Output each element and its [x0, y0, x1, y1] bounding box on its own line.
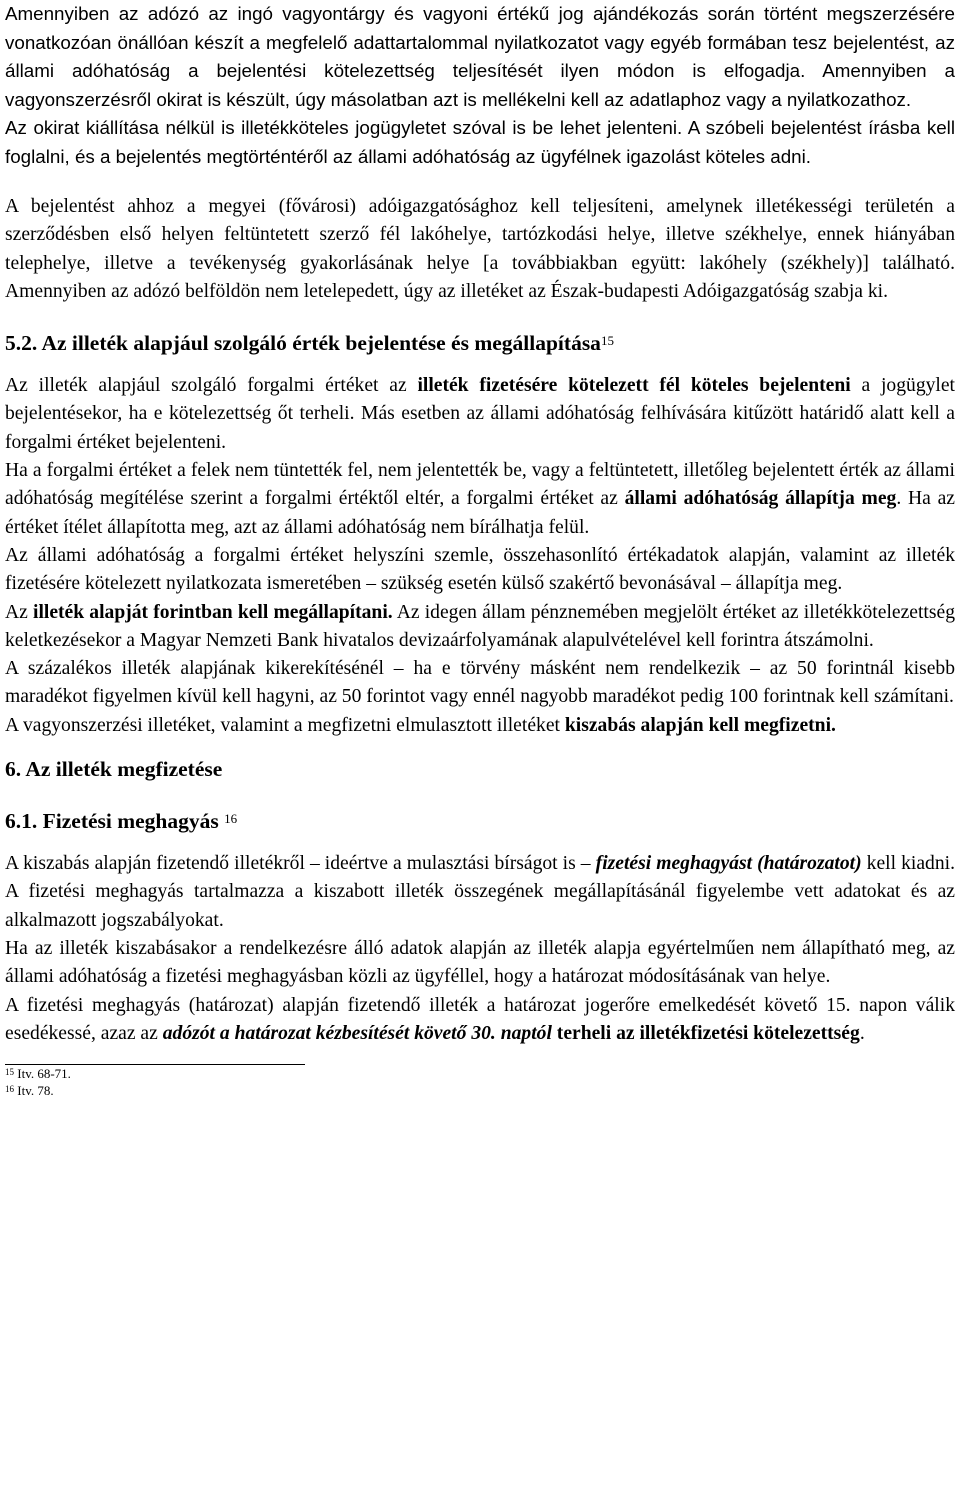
s61-bold-3: terheli az illetékfizetési kötelezettség — [556, 1022, 860, 1044]
section-5-2-heading-text: 5.2. Az illeték alapjául szolgáló érték bejelentése és megállapítása — [5, 331, 601, 356]
s52-paragraph-6: A vagyonszerzési illetéket, valamint a megfizetni elmulasztott illetéket kiszabás alapján kell megfizetni. — [5, 714, 836, 736]
s52-bold-1: illeték fizetésére kötelezett fél köteles bejelenteni — [417, 375, 851, 397]
s52-bold-6: kiszabás alapján kell megfizetni. — [564, 714, 836, 736]
intro-paragraph-1: Amennyiben az adózó az ingó vagyontárgy és vagyoni értékű jog ajándékozás során történt megszerzésére vonatkozóan önállóan készít a megfelelő adattartalommal nyilatkozatot vagy egyéb formában tesz bejelentést, az állami adóhatóság a bejelentési kötelezettség teljesítését ilyen módon is elfogadja. Amennyiben a vagyonszerzésről okirat is készült, úgy másolatban azt is mellékelni kell az adatlaphoz vagy a nyilatkozathoz. — [5, 3, 955, 110]
competence-paragraph: A bejelentést ahhoz a megyei (fővárosi) adóigazgatósághoz kell teljesíteni, amelynek illetékességi területén a szerződésben első helyen feltüntetett szerző fél lakóhelye, tartózkodási helye, illetve székhelye, ennek hiányában telephelye, illetve a tevékenység gyakorlásának helye [a továbbiakban együtt: lakóhely (székhely)] található. Amennyiben az adózó belföldön nem letelepedett, úgy az illetéket az Észak-budapesti Adóigazgatóság szabja ki. — [5, 196, 955, 302]
intro-paragraph-2: Az okirat kiállítása nélkül is illetékköteles jogügyletet szóval is be lehet jelenteni. A szóbeli bejelentést írásba kell foglalni, és a bejelentés megtörténtéről az állami adóhatóság az ügyfélnek igazolást köteles adni. — [5, 117, 955, 167]
footnote-ref-15[interactable]: 15 — [600, 333, 614, 349]
document-page — [5, 0, 955, 1099]
s52-paragraph-2: Ha a forgalmi értéket a felek nem tüntették fel, nem jelentették be, vagy a feltüntetett, illetőleg bejelentett érték az állami adóhatóság megítélése szerint a forgalmi értéktől eltér, a forgalmi értéket az állami adóhatóság állapítja meg. Ha az értéket ítélet állapította meg, azt az állami adóhatóság nem bírálhatja felül. — [5, 460, 956, 538]
s52-paragraph-4: Az illeték alapját forintban kell megállapítani. Az idegen állam pénznemében megjelölt értéket az illetékkötelezettség keletkezésekor a Magyar Nemzeti Bank hivatalos devizaárfolyamának alapulvételével kell forintra átszámolni. — [5, 601, 955, 651]
footnote-ref-16[interactable]: 16 — [224, 811, 238, 827]
footnote-15: $^{15}$ Itv. 68-71. — [5, 1066, 71, 1082]
s61-paragraph-1: A kiszabás alapján fizetendő illetékről – ideértve a mulasztási bírságot is – fizetési meghagyást (határozatot) kell kiadni. A fizetési meghagyás tartalmazza a kiszabott illeték összegének megállapításánál figyelembe vett adatokat és az alkalmazott jogszabályokat. — [5, 853, 955, 931]
s52-bold-2: állami adóhatóság állapítja meg — [624, 488, 897, 510]
footnote-16: $^{16}$ Itv. 78. — [5, 1083, 54, 1099]
s61-paragraph-2: Ha az illeték kiszabásakor a rendelkezésre álló adatok alapján az illeték alapja egyértelműen nem állapítható meg, az állami adóhatóság a fizetési meghagyásban közli az ügyféllel, hogy a határozat módosításának van helye. — [5, 937, 955, 988]
s61-bold-italic-3: adózót a határozat kézbesítését követő 30. naptól — [162, 1022, 552, 1044]
section-6-1-heading — [5, 806, 955, 836]
section-6-1-heading-text: 6.1. Fizetési meghagyás — [5, 809, 219, 834]
s61-paragraph-3: A fizetési meghagyás (határozat) alapján fizetendő illeték a határozat jogerőre emelkedését követő 15. napon válik esedékessé, azaz az adózót a határozat kézbesítését követő 30. naptól terheli az illetékfizetési kötelezettség. — [5, 994, 955, 1044]
s52-bold-4: illeték alapját forintban kell megállapítani. — [33, 601, 393, 623]
s52-paragraph-5: A százalékos illeték alapjának kikerekítésénél – ha e törvény másként nem rendelkezik – az 50 forintnál kisebb maradékot figyelmen kívül kell hagyni, az 50 forintot vagy ennél nagyobb maradékot pedig 100 forintnak kell számítani. — [5, 658, 955, 708]
s61-bold-italic-1: fizetési meghagyást (határozatot) — [595, 853, 862, 875]
s52-paragraph-1: Az illeték alapjául szolgáló forgalmi értéket az illeték fizetésére kötelezett fél köteles bejelenteni a jogügylet bejelentésekor, ha e kötelezettség őt terheli. Más esetben az állami adóhatóság felhívására kitűzött határidő alatt kell a forgalmi értéket bejelenteni. — [5, 375, 955, 453]
section-5-2-heading — [5, 328, 955, 358]
s52-paragraph-3: Az állami adóhatóság a forgalmi értéket helyszíni szemle, összehasonlító értékadatok alapján, valamint az illeték fizetésére kötelezett nyilatkozata ismeretében – szükség esetén külső szakértő bevonásával – állapítja meg. — [5, 544, 955, 595]
section-6-heading: 6. Az illeték megfizetése — [5, 757, 223, 782]
